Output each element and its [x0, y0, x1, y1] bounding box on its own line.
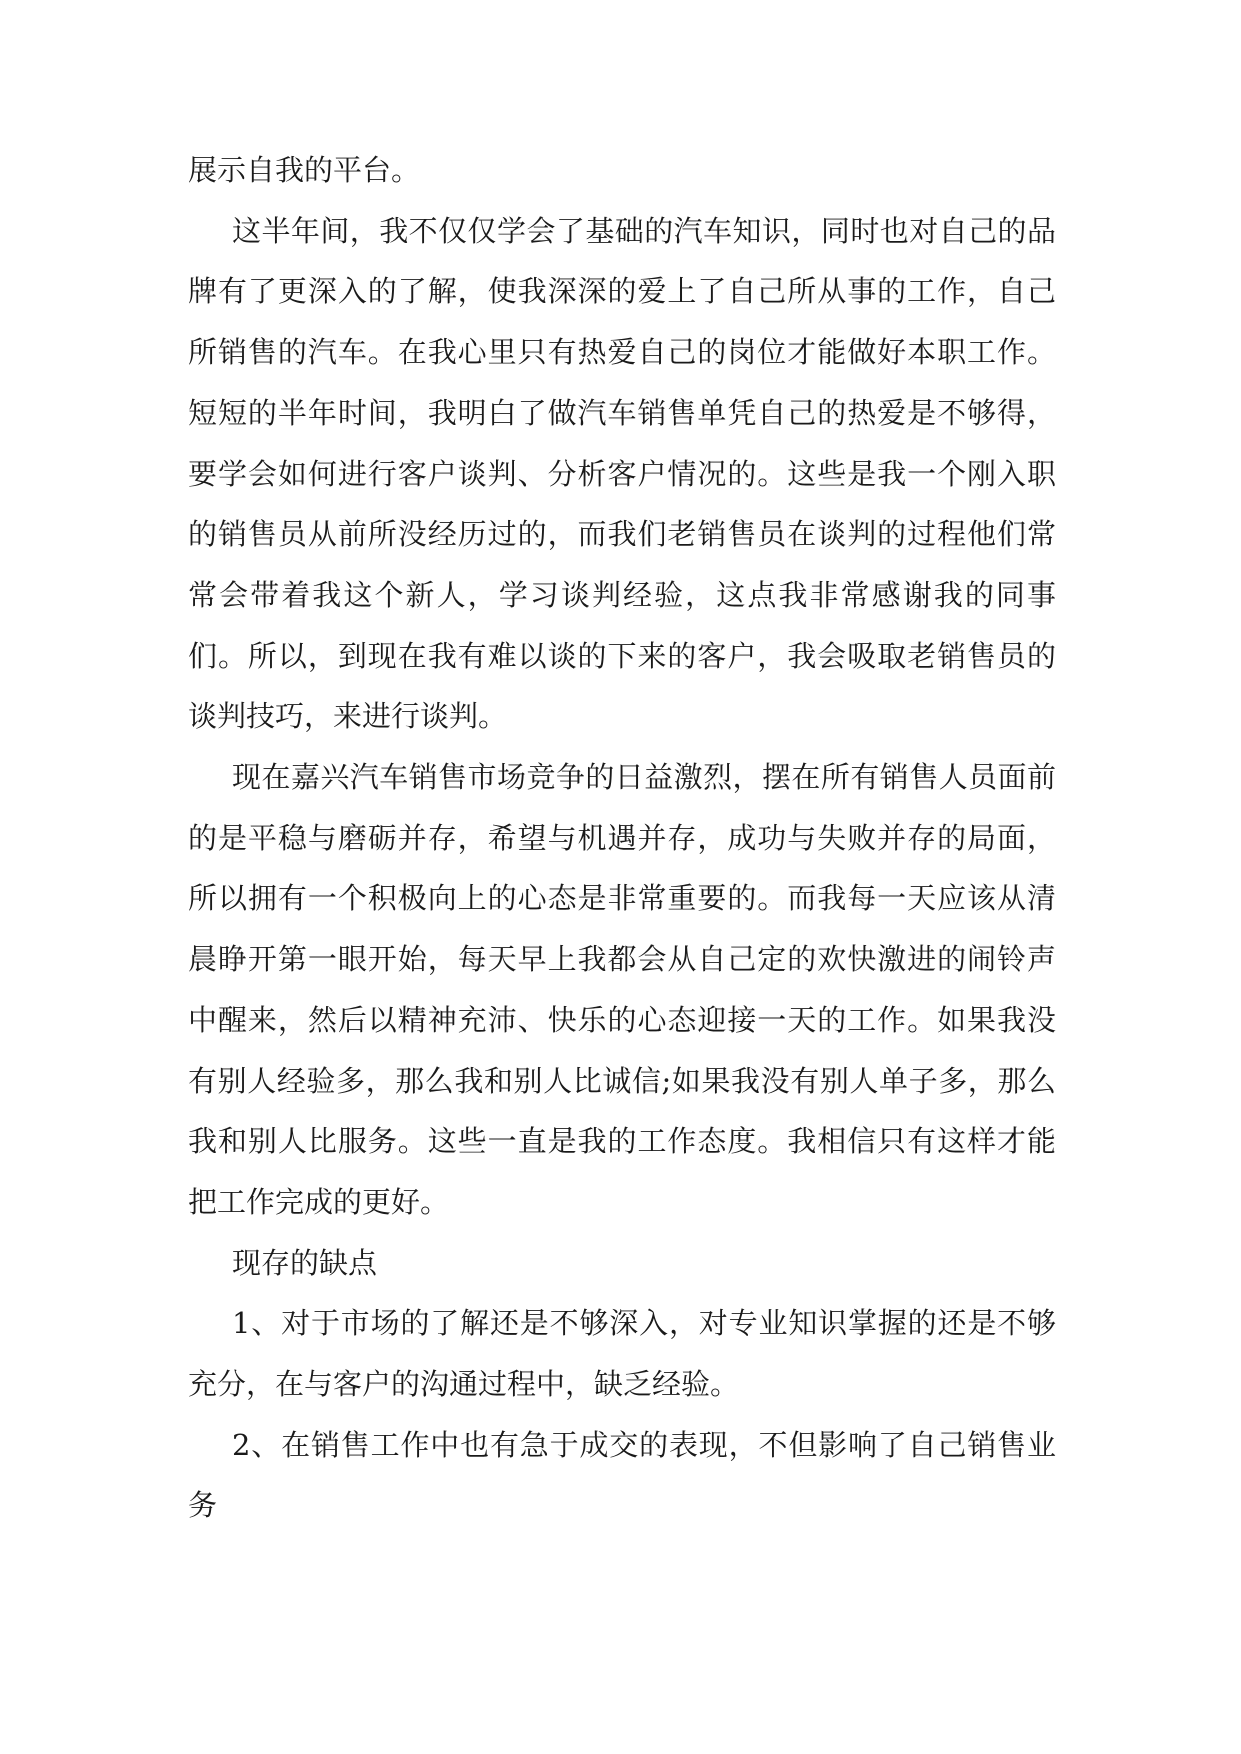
paragraph-market-competition: 现在嘉兴汽车销售市场竞争的日益激烈，摆在所有销售人员面前的是平稳与磨砺并存，希望与机遇并存，成功与失败并存的局面，所以拥有一个积极向上的心态是非常重要的。而我每一天应该从清晨睁开第一眼开始，每天早上我都会从自己定的欢快激进的闹铃声中醒来，然后以精神充沛、快乐的心态迎接一天的工作。如果我没有别人经验多，那么我和别人比诚信;如果我没有别人单子多，那么我和别人比服务。这些一直是我的工作态度。我相信只有这样才能把工作完成的更好。 [188, 760, 1056, 1219]
document-page [188, 140, 1056, 1536]
paragraph-half-year-learning: 这半年间，我不仅仅学会了基础的汽车知识，同时也对自己的品牌有了更深入的了解，使我深深的爱上了自己所从事的工作，自己所销售的汽车。在我心里只有热爱自己的岗位才能做好本职工作。短短的半年时间，我明白了做汽车销售单凭自己的热爱是不够得，要学会如何进行客户谈判、分析客户情况的。这些是我一个刚入职的销售员从前所没经历过的，而我们老销售员在谈判的过程他们常常会带着我这个新人，学习谈判经验，这点我非常感谢我的同事们。所以，到现在我有难以谈的下来的客户，我会吸取老销售员的谈判技巧，来进行谈判。 [188, 213, 1056, 734]
paragraph-continuation: 展示自我的平台。 [188, 153, 421, 187]
section-heading-shortcomings: 现存的缺点 [232, 1245, 378, 1280]
shortcoming-item-2: 2、在销售工作中也有急于成交的表现，不但影响了自己销售业务 [188, 1427, 1056, 1523]
shortcoming-item-1: 1、对于市场的了解还是不够深入，对专业知识掌握的还是不够充分，在与客户的沟通过程中，缺乏经验。 [188, 1306, 1056, 1402]
